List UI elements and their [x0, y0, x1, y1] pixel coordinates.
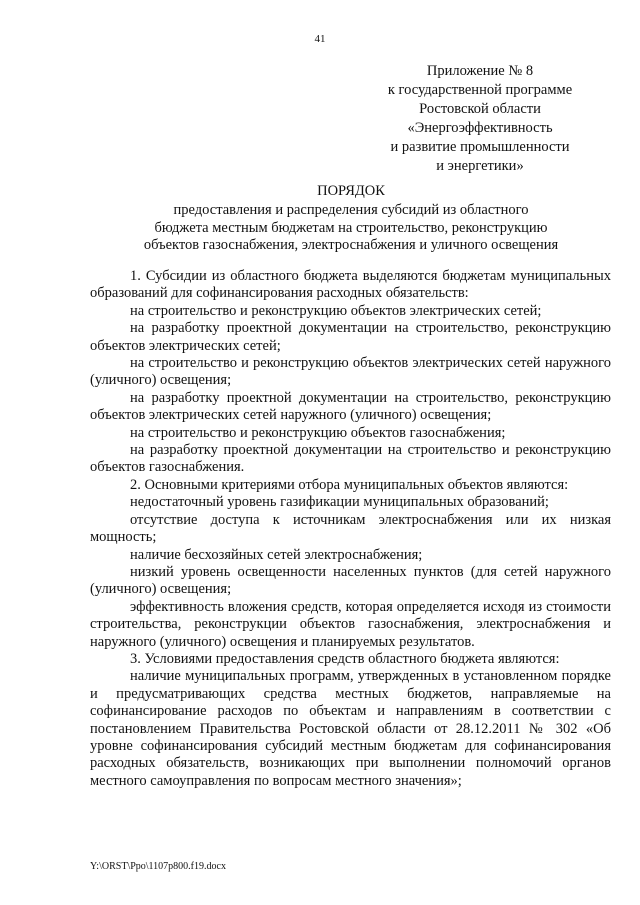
paragraph: на строительство и реконструкцию объектов электрических сетей;	[130, 302, 542, 319]
subtitle-line: предоставления и распределения субсидий из областного	[173, 202, 529, 218]
paragraph: на разработку проектной документации на строительство, реконструкцию объектов электрических сетей;	[90, 320, 611, 354]
paragraph: на разработку проектной документации на строительство и реконструкцию объектов газоснабжения.	[90, 442, 611, 476]
appendix-line: «Энергоэффективность	[407, 120, 553, 136]
paragraph: на строительство и реконструкцию объектов газоснабжения;	[130, 424, 506, 441]
paragraph: 3. Условиями предоставления средств областного бюджета являются:	[130, 650, 560, 667]
appendix-line: и энергетики»	[436, 158, 524, 174]
paragraph: отсутствие доступа к источникам электроснабжения или их низкая мощность;	[90, 511, 611, 546]
page-number: 41	[314, 33, 326, 45]
paragraph: наличие бесхозяйных сетей электроснабжения;	[130, 546, 423, 563]
appendix-line: и развитие промышленности	[390, 139, 570, 155]
file-path-footer: Y:\ORST\Ppo\1107p800.f19.docx	[90, 861, 226, 872]
paragraph: наличие муниципальных программ, утвержденных в установленном порядке и предусматривающих средства местных бюджетов, направляемые на софинансирование расходов по объектам и направлениям в соответствии с постановлением Правительства Ростовской области от 28.12.2011 № 302 «Об уровне софинансирования субсидий местным бюджетам для софинансирования расходных обязательств, возникающих при выполнении полномочий органов местного самоуправления по вопросам местного значения»;	[90, 668, 611, 789]
appendix-line: Ростовской области	[419, 101, 541, 117]
paragraph: 2. Основными критериями отбора муниципальных объектов являются:	[130, 476, 569, 493]
document-subtitle	[0, 202, 640, 255]
subtitle-line: объектов газоснабжения, электроснабжения и уличного освещения	[143, 237, 559, 253]
paragraph: недостаточный уровень газификации муниципальных образований;	[130, 494, 549, 511]
appendix-line: Приложение № 8	[426, 63, 534, 79]
appendix-header	[370, 62, 590, 176]
document-title: ПОРЯДОК	[317, 183, 385, 199]
paragraph: на разработку проектной документации на строительство, реконструкцию объектов электрических сетей наружного (уличного) освещения;	[90, 389, 611, 424]
subtitle-line: бюджета местным бюджетам на строительство, реконструкцию	[154, 219, 548, 236]
document-body	[90, 268, 611, 790]
paragraph: 1. Субсидии из областного бюджета выделяются бюджетам муниципальных образований для софинансирования расходных обязательств:	[90, 268, 611, 302]
paragraph: эффективность вложения средств, которая определяется исходя из стоимости строительства, реконструкции объектов газоснабжения, электроснабжения и наружного (уличного) освещения и планируемых результатов.	[90, 598, 611, 650]
appendix-line: к государственной программе	[387, 82, 573, 98]
paragraph: на строительство и реконструкцию объектов электрических сетей наружного (уличного) освещения;	[90, 355, 611, 389]
paragraph: низкий уровень освещенности населенных пунктов (для сетей наружного (уличного) освещения;	[90, 563, 611, 598]
